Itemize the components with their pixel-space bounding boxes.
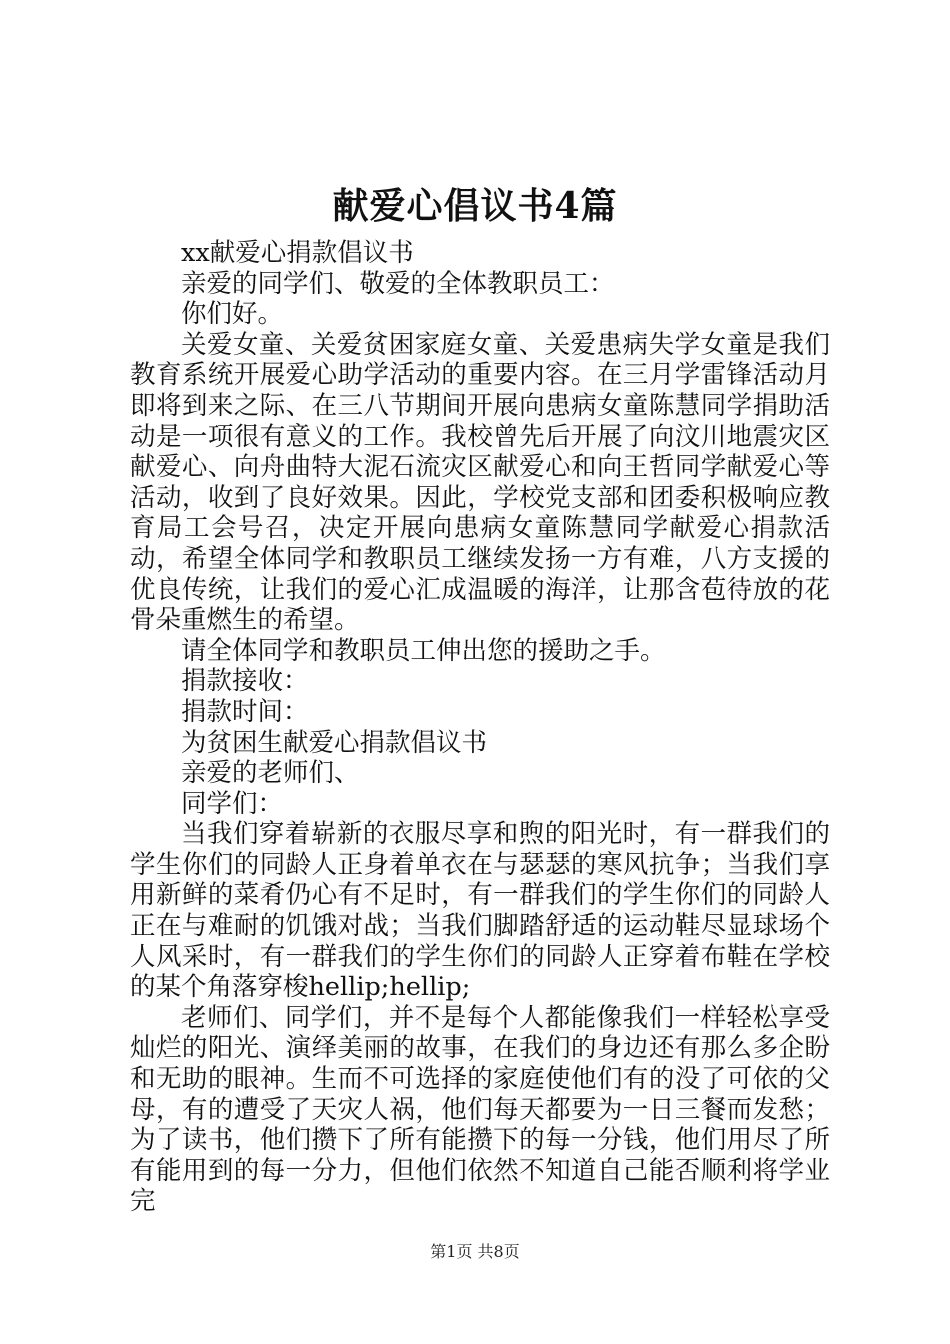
greeting-line: 你们好。 xyxy=(181,299,284,330)
section-2-title: 为贫困生献爱心捐款倡议书 xyxy=(181,727,488,758)
receive-line: 捐款接收： xyxy=(181,666,309,697)
paragraph-3: 老师们、同学们，并不是每个人都能像我们一样轻松享受灿烂的阳光、演绎美丽的故事，在我们的身边还有那么多企盼和无助的眼神。生而不可选择的家庭使他们有的没了可依的父母，有的遭受了天灾人祸，他们每天都要为一日三餐而发愁；为了读书，他们攒下了所有能攒下的每一分钱，他们用尽了所有能用到的每一分力，但他们依然不知道自己能否顺利将学业完 xyxy=(130,1002,830,1217)
greeting-2b: 同学们： xyxy=(181,788,284,819)
greeting-2a: 亲爱的老师们、 xyxy=(181,758,360,789)
time-line: 捐款时间： xyxy=(181,696,309,727)
paragraph-2: 当我们穿着崭新的衣服尽享和煦的阳光时，有一群我们的学生你们的同龄人正身着单衣在与瑟瑟的寒风抗争；当我们享用新鲜的菜肴仍心有不足时，有一群我们的学生你们的同龄人正在与难耐的饥饿对战；当我们脚踏舒适的运动鞋尽显球场个人风采时，有一群我们的学生你们的同龄人正穿着布鞋在学校的某个角落穿梭hellip;hellip; xyxy=(130,819,830,1003)
salutation-line: 亲爱的同学们、敬爱的全体教职员工： xyxy=(181,268,615,299)
document-body xyxy=(130,238,830,1217)
paragraph-1: 关爱女童、关爱贫困家庭女童、关爱患病失学女童是我们教育系统开展爱心助学活动的重要内容。在三月学雷锋活动月即将到来之际、在三八节期间开展向患病女童陈慧同学捐助活动是一项很有意义的工作。我校曾先后开展了向汶川地震灾区献爱心、向舟曲特大泥石流灾区献爱心和向王哲同学献爱心等活动，收到了良好效果。因此，学校党支部和团委积极响应教育局工会号召，决定开展向患病女童陈慧同学献爱心捐款活动，希望全体同学和教职员工继续发扬一方有难，八方支援的优良传统，让我们的爱心汇成温暖的海洋，让那含苞待放的花骨朵重燃生的希望。 xyxy=(130,329,830,636)
heading-line: xx献爱心捐款倡议书 xyxy=(181,238,414,268)
document-title: 献爱心倡议书4篇 xyxy=(332,185,618,227)
page-footer: 第1页 共8页 xyxy=(430,1242,520,1261)
help-line: 请全体同学和教职员工伸出您的援助之手。 xyxy=(181,635,666,666)
